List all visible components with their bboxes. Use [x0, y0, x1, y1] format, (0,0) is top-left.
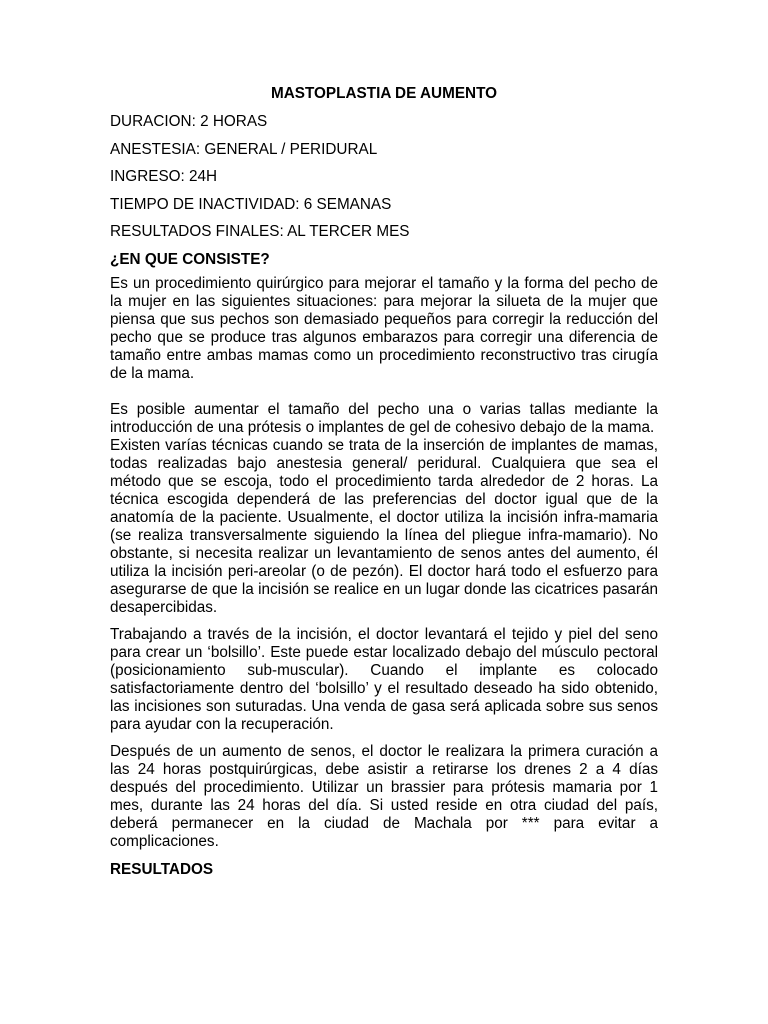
section-heading-results: RESULTADOS: [110, 860, 214, 878]
document-page: [110, 84, 658, 885]
info-duration: DURACION: 2 HORAS: [110, 113, 268, 130]
document-title: MASTOPLASTIA DE AUMENTO: [270, 85, 498, 102]
info-admission: INGRESO: 24H: [110, 168, 218, 185]
paragraph-incision-procedure: Trabajando a través de la incisión, el doctor levantará el tejido y piel del seno para crear un ‘bolsillo’. Este puede estar localizado debajo del músculo pectoral (posicionamiento sub-muscular). Cuando el implante es colocado satisfactoriamente dentro del ‘bolsillo’ y el resultado deseado ha sido obtenido, las incisiones son suturadas. Una venda de gasa será aplicada sobre sus senos para ayudar con la recuperación.: [110, 625, 658, 733]
paragraph-techniques: Existen varías técnicas cuando se trata de la inserción de implantes de mamas, todas realizadas bajo anestesia general/ peridural. Cualquiera que sea el método que se escoja, todo el procedimiento tarda alrededor de 2 horas. La técnica escogida dependerá de las preferencias del doctor igual que de la anatomía de la paciente. Usualmente, el doctor utiliza la incisión infra-mamaria (se realiza transversalmente siguiendo la línea del pliegue infra-mamario). No obstante, si necesita realizar un levantamiento de senos antes del aumento, él utiliza la incisión peri-areolar (o de pezón). El doctor hará todo el esfuerzo para asegurarse de que la incisión se realice en un lugar donde las cicatrices pasarán desapercibidas.: [110, 436, 658, 616]
section-heading-what-is-it: ¿EN QUE CONSISTE?: [110, 250, 270, 268]
paragraph-size-increase: Es posible aumentar el tamaño del pecho una o varias tallas mediante la introducción de una prótesis o implantes de gel de cohesivo debajo de la mama.: [110, 400, 658, 436]
paragraph-definition: Es un procedimiento quirúrgico para mejorar el tamaño y la forma del pecho de la mujer en las siguientes situaciones: para mejorar la silueta de la mujer que piensa que sus pechos son demasiado pequeños para corregir la reducción del pecho que se produce tras algunos embarazos para corregir una diferencia de tamaño entre ambas mamas como un procedimiento reconstructivo tras cirugía de la mama.: [110, 274, 658, 382]
info-final-results: RESULTADOS FINALES: AL TERCER MES: [110, 223, 410, 240]
paragraph-recovery: Después de un aumento de senos, el doctor le realizara la primera curación a las 24 horas postquirúrgicas, debe asistir a retirarse los drenes 2 a 4 días después del procedimiento. Utilizar un brassier para prótesis mamaria por 1 mes, durante las 24 horas del día. Si usted reside en otra ciudad del país, deberá permanecer en la ciudad de Machala por *** para evitar a complicaciones.: [110, 742, 658, 850]
info-anesthesia: ANESTESIA: GENERAL / PERIDURAL: [110, 140, 378, 158]
info-inactivity-time: TIEMPO DE INACTIVIDAD: 6 SEMANAS: [110, 195, 392, 213]
